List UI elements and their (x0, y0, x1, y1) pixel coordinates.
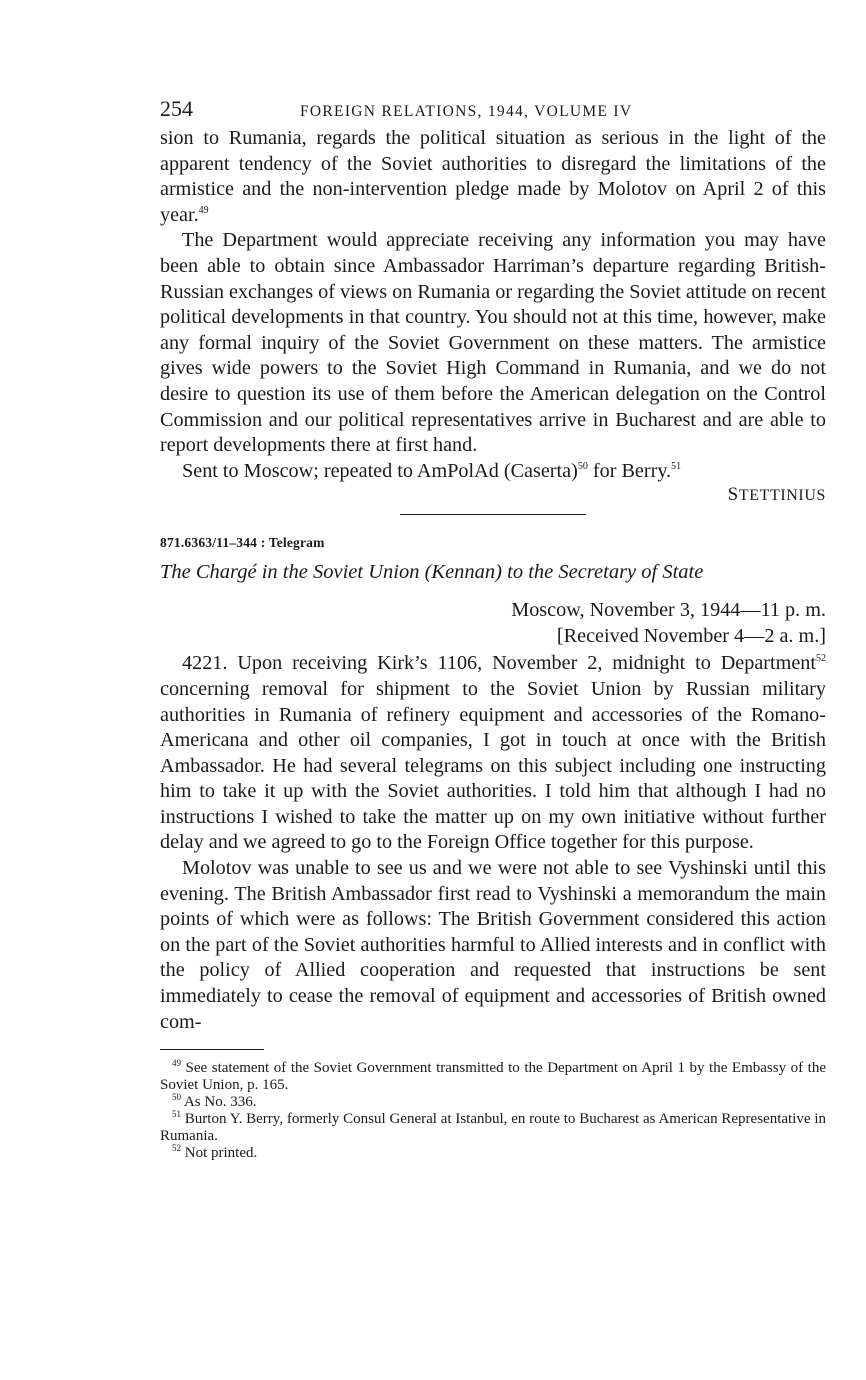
footnote-text: Burton Y. Berry, formerly Consul General at Istanbul, en route to Bucharest as American Representative in Rumania. (160, 1111, 826, 1145)
footnote-text: See statement of the Soviet Government transmitted to the Department on April 1 by the Embassy of the Soviet Union, p. 165. (160, 1060, 826, 1094)
paragraph (160, 651, 826, 856)
received-line: [Received November 4—2 a. m.] (556, 625, 826, 648)
footnote-ref: 51 (671, 460, 682, 472)
footnote-number: 51 (172, 1109, 181, 1120)
running-title: FOREIGN RELATIONS, 1944, VOLUME IV (300, 103, 633, 120)
paragraph (160, 126, 826, 228)
footnotes (160, 1060, 826, 1162)
paragraph (160, 459, 826, 485)
footnote (160, 1111, 826, 1145)
footnote (160, 1094, 826, 1111)
section-divider (400, 514, 586, 515)
signature-rest: TETTINIUS (738, 487, 826, 505)
paragraph: Molotov was unable to see us and we were not able to see Vyshinski until this evening. The British Ambassador first read to Vyshinski a memorandum the main points of which were as follows: The British Government considered this action on the part of the Soviet authorities harmful to Allied interests and in conflict with the policy of Allied cooperation and requested that instructions be sent immediately to cease the removal of equipment and accessories of British owned com- (160, 857, 826, 1033)
file-reference: 871.6363/11–344 : Telegram (160, 535, 325, 551)
footnote-ref: 52 (816, 653, 826, 665)
footnote-number: 52 (172, 1143, 181, 1154)
page-number: 254 (160, 96, 193, 121)
dateline: Moscow, November 3, 1944—11 p. m. (511, 599, 826, 622)
document-title: The Chargé in the Soviet Union (Kennan) to the Secretary of State (160, 561, 704, 584)
running-head (160, 96, 826, 126)
footnote-divider (160, 1049, 264, 1050)
paragraph-text: Sent to Moscow; repeated to AmPolAd (Caserta) (182, 459, 578, 482)
signature-initial: S (727, 484, 739, 506)
paragraph-text: 4221. Upon receiving Kirk’s 1106, November 2, midnight to Department (182, 652, 816, 675)
footnote-number: 49 (172, 1058, 181, 1069)
footnote-ref: 49 (198, 204, 209, 216)
footnote (160, 1060, 826, 1094)
footnote-number: 50 (172, 1092, 181, 1103)
paragraph-text: for Berry. (587, 459, 672, 482)
footnote-text: Not printed. (184, 1145, 258, 1162)
footnote (160, 1145, 826, 1162)
footnote-text: As No. 336. (183, 1094, 257, 1111)
signature (160, 484, 826, 510)
page (160, 96, 826, 1162)
footnote-ref: 50 (577, 460, 588, 472)
paragraph-text: concerning removal for shipment to the Soviet Union by Russian military authorities in Rumania of refinery equipment and accessories of the Romano-Americana and other oil companies, I got in touch at once with the British Ambassador. He had several telegrams on this subject including one instructing him to take it up with the Soviet authorities. I told him that although I had no instructions I wished to take the matter up on my own initiative without further delay and we agreed to go to the Foreign Office together for this purpose. (160, 677, 826, 854)
paragraph: The Department would appreciate receiving any information you may have been able to obtain since Ambassador Harriman’s departure regarding British-Russian exchanges of views on Rumania or regarding the Soviet attitude on recent political developments in that country. You should not at this time, however, make any formal inquiry of the Soviet Government on these matters. The armistice gives wide powers to the Soviet High Command in Rumania, and we do not desire to question its use of them before the American delegation on the Control Commission and our political representatives arrive in Bucharest and are able to report developments there at first hand. (160, 229, 827, 457)
paragraph-text: sion to Rumania, regards the political situation as serious in the light of the apparent tendency of the Soviet authorities to disregard the limitations of the armistice and the non-intervention pledge made by Molotov on April 2 of this year. (160, 127, 826, 226)
